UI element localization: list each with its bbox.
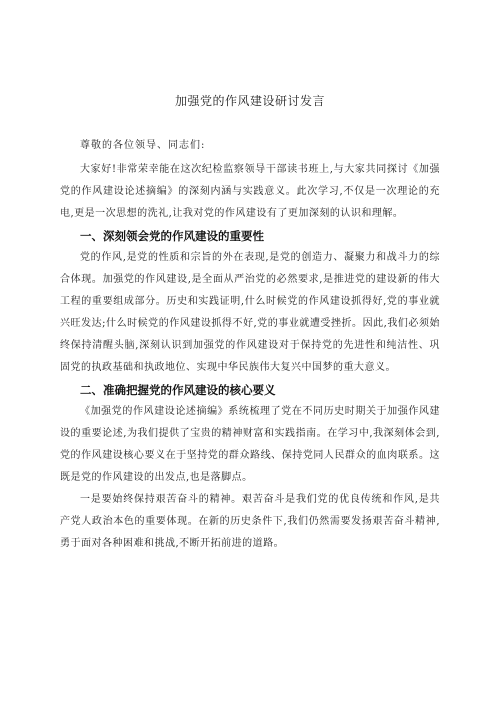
section-1-heading: 一、深刻领会党的作风建设的重要性 [80,229,264,243]
intro-paragraph: 大家好!非常荣幸能在这次纪检监察领导干部读书班上,与大家共同探讨《加强党的作风建设论述摘编》的深刻内涵与实践意义。此次学习,不仅是一次理论的充电,更是一次思想的洗礼,让我对党的作风建设有了更加深刻的认识和理解。 [60,164,440,219]
salutation: 尊敬的各位领导、同志们: [80,140,206,151]
section-2-heading: 二、准确把握党的作风建设的核心要义 [80,383,276,397]
page-title: 加强党的作风建设研讨发言 [174,94,325,108]
section-1-paragraph: 党的作风,是党的性质和宗旨的外在表现,是党的创造力、凝聚力和战斗力的综合体现。加强党的作风建设,是全面从严治党的必然要求,是推进党的建设新的伟大工程的重要组成部分。历史和实践证明,什么时候党的作风建设抓得好,党的事业就兴旺发达;什么时候党的作风建设抓得不好,党的事业就遭受挫折。因此,我们必须始终保持清醒头脑,深刻认识到加强党的作风建设对于保持党的先进性和纯洁性、巩固党的执政基础和执政地位、实现中华民族伟大复兴中国梦的重大意义。 [60,252,440,373]
document-body [60,135,440,555]
section-2-paragraph-2: 一是要始终保持艰苦奋斗的精神。艰苦奋斗是我们党的优良传统和作风,是共产党人政治本色的重要体现。在新的历史条件下,我们仍然需要发扬艰苦奋斗精神,勇于面对各种困难和挑战,不断开拓前进的道路。 [60,494,440,549]
section-2-paragraph-1: 《加强党的作风建设论述摘编》系统梳理了党在不同历史时期关于加强作风建设的重要论述,为我们提供了宝贵的精神财富和实践指南。在学习中,我深刻体会到,党的作风建设核心要义在于坚持党的群众路线、保持党同人民群众的血肉联系。这既是党的作风建设的出发点,也是落脚点。 [60,406,440,483]
